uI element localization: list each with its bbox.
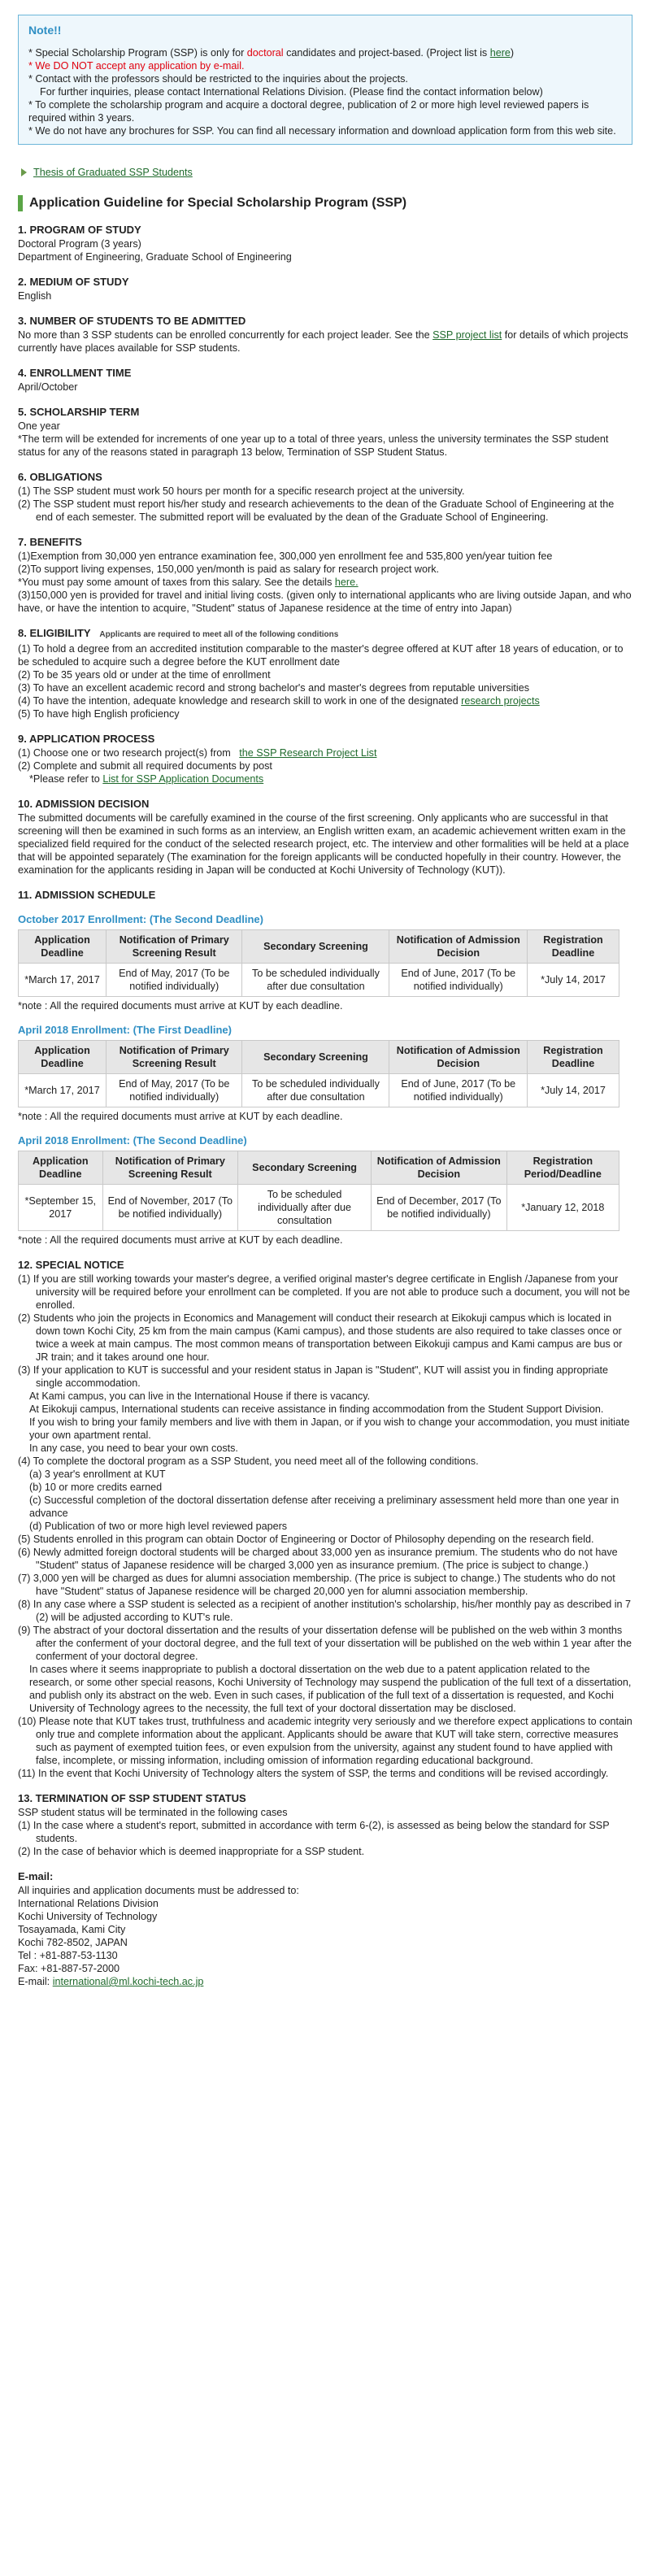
section-text: One year (18, 420, 60, 432)
table-header: Notification of Primary Screening Result (106, 930, 242, 964)
eligibility-subnote: Applicants are required to meet all of the following conditions (99, 630, 339, 639)
table-cell: *January 12, 2018 (506, 1185, 619, 1231)
section-text: Department of Engineering, Graduate School of Engineering (18, 251, 292, 263)
section-text: (3)150,000 yen is provided for travel and initial living costs. (given only to international applicants who are living outside Japan, and who have, or have the intention to acquire, "Student" status of Japanese residence at the time of entry into Japan) (18, 590, 632, 614)
table-cell: To be scheduled individually after due consultation (242, 964, 389, 997)
section-text: (3) If your application to KUT is successful and your resident status in Japan is "Student", KUT will assist you in finding appropriate single accommodation. (18, 1364, 608, 1389)
section-text: (2) Students who join the projects in Economics and Management will conduct their research at Eikokuji campus which is located in down town Kochi City, 25 km from the main campus (Kami campus), and those students are also required to take classes once or twice a week at main campus. The most common means of transportation between Eikokuji campus and Kami campus are bus or JR train; and it takes around one hour. (18, 1312, 623, 1363)
thesis-row (18, 166, 632, 179)
table-cell: End of June, 2017 (To be notified individually) (389, 1074, 528, 1107)
table-cell: End of June, 2017 (To be notified individually) (389, 964, 528, 997)
section-official-correspondence (18, 1869, 632, 1988)
section-text: *The term will be extended for increments of one year up to a total of three years, unless the university terminates the SSP student status for any of the reasons stated in paragraph 13 below, Termination of SSP Student Status. (18, 433, 609, 458)
table-header: Secondary Screening (238, 1151, 372, 1185)
section-text: Kochi 782-8502, JAPAN (18, 1937, 128, 1948)
section-benefits (18, 535, 632, 615)
section-text: In cases where it seems inappropriate to publish a doctoral dissertation on the web due to a patent application related to the research, or some other special reasons, Kochi University of Technology may suspend the publication of the full text of a dissertation, and publish only its abstract on the web. Even in such cases, if publication of the full text of a dissertation is requested, and Kochi University of Technology agrees to the necessity, the full text of your doctoral dissertation may be disclosed. (29, 1664, 632, 1714)
section-medium (18, 275, 632, 302)
table-cell: End of November, 2017 (To be notified individually) (102, 1185, 238, 1231)
note-title: Note!! (28, 24, 62, 37)
section-text: *Please refer to List for SSP Application Documents (29, 773, 264, 785)
note-line: * Contact with the professors should be restricted to the inquiries about the projects. (28, 73, 408, 85)
section-heading: 9. APPLICATION PROCESS (18, 733, 155, 745)
table-header: Secondary Screening (242, 930, 389, 964)
section-text: (4) To have the intention, adequate knowledge and research skill to work in one of the designated research projects (18, 695, 540, 707)
thesis-link[interactable]: Thesis of Graduated SSP Students (33, 167, 193, 178)
section-text: (2) Complete and submit all required documents by post (18, 760, 272, 772)
table-note: *note : All the required documents must arrive at KUT by each deadline. (18, 1111, 343, 1122)
section-text: (8) In any case where a SSP student is selected as a recipient of another institution's scholarship, his/her monthly pay as described in 7 (2) will be adjusted according to KUT's rule. (18, 1599, 632, 1623)
section-admission-decision (18, 797, 632, 877)
doctoral-highlight: doctoral (246, 47, 284, 59)
table-header: Notification of Primary Screening Result (102, 1151, 238, 1185)
section-text: (1) If you are still working towards your master's degree, a verified original master's degree certificate in English /Japanese from your university will be required before your enrollment can be completed. If you are not able to produce such a document, you will not be enrolled. (18, 1273, 630, 1311)
table-note: *note : All the required documents must arrive at KUT by each deadline. (18, 1000, 343, 1012)
section-text: (1) In the case where a student's report, submitted in accordance with term 6-(2), is assessed as being below the standard for SSP students. (18, 1820, 610, 1844)
section-heading: 5. SCHOLARSHIP TERM (18, 406, 140, 418)
note-line: * To complete the scholarship program and acquire a doctoral degree, publication of 2 or more high level reviewed papers is required within 3 years. (28, 99, 589, 124)
section-heading: 1. PROGRAM OF STUDY (18, 224, 141, 236)
section-text: Tosayamada, Kami City (18, 1924, 126, 1935)
schedule-title: April 2018 Enrollment: (The First Deadline) (18, 1024, 232, 1036)
section-text: (1) To hold a degree from an accredited institution comparable to the master's degree offered at KUT after 18 years of education, or to be scheduled to acquire such a degree before the KUT enrollment date (18, 643, 624, 668)
arrow-right-icon (21, 168, 27, 176)
section-heading: 4. ENROLLMENT TIME (18, 367, 132, 379)
section-text: (b) 10 or more credits earned (29, 1482, 163, 1493)
application-documents-link[interactable]: List for SSP Application Documents (102, 773, 264, 785)
section-text: *You must pay some amount of taxes from this salary. See the details here. (18, 577, 359, 588)
table-row (19, 964, 619, 997)
table-header: Registration Deadline (528, 930, 619, 964)
section-text: Doctoral Program (3 years) (18, 238, 141, 250)
section-text: If you wish to bring your family members and live with them in Japan, or if you wish to change your accommodation, you must initiate your own apartment rental. (29, 1416, 630, 1441)
section-heading: 6. OBLIGATIONS (18, 471, 102, 483)
section-text: (5) Students enrolled in this program can obtain Doctor of Engineering or Doctor of Philosophy depending on the research field. (18, 1534, 594, 1545)
section-enrollment-time (18, 366, 632, 394)
section-special-notice (18, 1258, 632, 1780)
section-text: In any case, you need to bear your own costs. (29, 1442, 238, 1454)
note-line: * Special Scholarship Program (SSP) is only for doctoral candidates and project-based. (Project list is here) (28, 47, 515, 59)
table-header-row (19, 1041, 619, 1074)
schedule-table (18, 929, 619, 997)
section-text: (4) To complete the doctoral program as a SSP Student, you need meet all of the following conditions. (18, 1456, 479, 1467)
section-text: Fax: +81-887-57-2000 (18, 1963, 120, 1974)
section-text: SSP student status will be terminated in the following cases (18, 1807, 288, 1818)
section-text: (5) To have high English proficiency (18, 708, 180, 720)
schedule-block (18, 1134, 632, 1247)
section-text: April/October (18, 381, 78, 393)
note-line-email: * We DO NOT accept any application by e-mail. (28, 60, 245, 72)
section-text: (1) The SSP student must work 50 hours per month for a specific research project at the university. (18, 485, 465, 497)
table-header-row (19, 930, 619, 964)
table-header: Application Deadline (19, 930, 106, 964)
section-heading: 13. TERMINATION OF SSP STUDENT STATUS (18, 1792, 246, 1804)
section-text: (2) To be 35 years old or under at the time of enrollment (18, 669, 271, 681)
ssp-project-list-link[interactable]: SSP project list (432, 329, 502, 341)
section-scholarship-term (18, 405, 632, 459)
table-cell: *July 14, 2017 (528, 964, 619, 997)
section-text: All inquiries and application documents must be addressed to: (18, 1885, 299, 1896)
section-text: At Eikokuji campus, International students can receive assistance in finding accommodation from the Student Support Division. (29, 1403, 604, 1415)
table-cell: End of May, 2017 (To be notified individually) (106, 1074, 242, 1107)
section-text: (d) Publication of two or more high level reviewed papers (29, 1521, 288, 1532)
section-termination (18, 1791, 632, 1858)
section-heading: 10. ADMISSION DECISION (18, 798, 150, 810)
section-admission-schedule (18, 888, 632, 1247)
section-text: (1) Choose one or two research project(s) from the SSP Research Project List (18, 747, 377, 759)
table-header: Registration Deadline (528, 1041, 619, 1074)
table-cell: To be scheduled individually after due consultation (238, 1185, 372, 1231)
section-text: (2)To support living expenses, 150,000 yen/month is paid as salary for research project work. (18, 564, 440, 575)
section-text: (7) 3,000 yen will be charged as dues for alumni association membership. (The price is subject to change.) The students who do not have "Student" status of Japanese residence will be charged 20,000 yen for alumni association membership. (18, 1573, 615, 1597)
email-link[interactable]: international@ml.kochi-tech.ac.jp (52, 1976, 204, 1987)
table-cell: End of December, 2017 (To be notified individually) (372, 1185, 507, 1231)
schedule-title: April 2018 Enrollment: (The Second Deadline) (18, 1134, 247, 1147)
note-box (18, 15, 632, 145)
table-header-row (19, 1151, 619, 1185)
section-heading: E-mail: (18, 1870, 54, 1882)
table-header: Application Deadline (19, 1151, 103, 1185)
section-eligibility (18, 626, 632, 720)
table-cell: *March 17, 2017 (19, 964, 106, 997)
research-projects-link[interactable]: research projects (461, 695, 540, 707)
section-text: (10) Please note that KUT takes trust, truthfulness and academic integrity very seriously and we therefore expect applications to contain only true and complete information about the applicant. Applicants should be aware that KUT will take stern, corrective measures such as payment of exempted tuition fees, or even expulsion from the university, against any student found to have applied with false, incomplete, or missing information, including omission of information regarding educational background. (18, 1716, 632, 1766)
note-line: For further inquiries, please contact International Relations Division. (Please find the contact information below) (40, 86, 543, 98)
table-header: Secondary Screening (242, 1041, 389, 1074)
project-list-link[interactable]: here (489, 47, 511, 59)
section-text: E-mail: international@ml.kochi-tech.ac.jp (18, 1976, 204, 1987)
note-line: * We do not have any brochures for SSP. You can find all necessary information and download application form from this web site. (28, 125, 616, 137)
section-heading: 12. SPECIAL NOTICE (18, 1259, 124, 1271)
table-cell: *September 15, 2017 (19, 1185, 103, 1231)
section-heading: 8. ELIGIBILITY Applicants are required to meet all of the following conditions (18, 627, 339, 639)
schedule-block (18, 913, 632, 1012)
table-cell: End of May, 2017 (To be notified individually) (106, 964, 242, 997)
section-heading: 2. MEDIUM OF STUDY (18, 276, 129, 288)
table-cell: *July 14, 2017 (528, 1074, 619, 1107)
section-text: No more than 3 SSP students can be enrolled concurrently for each project leader. See the SSP project list for details of which projects currently have places available for SSP students. (18, 329, 628, 354)
table-note: *note : All the required documents must arrive at KUT by each deadline. (18, 1234, 343, 1246)
section-application-process (18, 732, 632, 785)
section-text: (3) To have an excellent academic record and strong bachelor's and master's degrees from reputable universities (18, 682, 529, 694)
section-number-students (18, 314, 632, 355)
section-text: The submitted documents will be carefully examined in the course of the first screening. Only applicants who are successful in that screening will then be examined in such forms as an interview, an English written exam, an academic achievement written exam in the specialized field required for the conduct of the selected research project, etc. The interview and other formalities will be held at a place that will be appointed separately (The examination for the foreign applicants will be conducted hopefully in their country. However, the examination for the applicants residing in Japan will be conducted at Kochi University of Technology (KUT)). (18, 812, 629, 876)
section-text: (1)Exemption from 30,000 yen entrance examination fee, 300,000 yen enrollment fee and 535,800 yen/year tuition fee (18, 550, 553, 562)
section-text: (9) The abstract of your doctoral dissertation and the results of your dissertation defense will be published on the web within 3 months after the conferment of your doctoral degree, and the full text of your dissertation will be published on the web within 1 year after the conferment of your doctoral degree. (18, 1625, 632, 1662)
section-text: (2) The SSP student must report his/her study and research achievements to the dean of the Graduate School of Engineering at the end of each semester. The submitted report will be evaluated by the dean of the Graduate School of Engineering. (18, 498, 615, 523)
section-text: (2) In the case of behavior which is deemed inappropriate for a SSP student. (18, 1846, 365, 1857)
table-header: Registration Period/Deadline (506, 1151, 619, 1185)
table-header: Notification of Admission Decision (372, 1151, 507, 1185)
table-cell: To be scheduled individually after due consultation (242, 1074, 389, 1107)
section-text: (c) Successful completion of the doctoral dissertation defense after receiving a preliminary assessment held more than one year in advance (29, 1495, 619, 1519)
guide-title: Application Guideline for Special Scholarship Program (SSP) (18, 195, 632, 211)
section-text: English (18, 290, 52, 302)
section-text: (11) In the event that Kochi University of Technology alters the system of SSP, the terms and conditions will be revised accordingly. (18, 1768, 609, 1779)
tax-details-link[interactable]: here. (334, 577, 359, 588)
schedule-title: October 2017 Enrollment: (The Second Deadline) (18, 913, 263, 925)
schedule-block (18, 1024, 632, 1123)
table-row (19, 1185, 619, 1231)
table-header: Notification of Admission Decision (389, 1041, 528, 1074)
table-header: Notification of Primary Screening Result (106, 1041, 242, 1074)
table-header: Application Deadline (19, 1041, 106, 1074)
section-obligations (18, 470, 632, 524)
section-heading: 3. NUMBER OF STUDENTS TO BE ADMITTED (18, 315, 246, 327)
schedule-table (18, 1151, 619, 1231)
section-program (18, 223, 632, 263)
table-cell: *March 17, 2017 (19, 1074, 106, 1107)
section-text: At Kami campus, you can live in the International House if there is vacancy. (29, 1390, 371, 1402)
section-heading: 11. ADMISSION SCHEDULE (18, 889, 156, 901)
section-text: Tel : +81-887-53-1130 (18, 1950, 118, 1961)
section-text: (a) 3 year's enrollment at KUT (29, 1469, 166, 1480)
section-text: International Relations Division (18, 1898, 159, 1909)
schedule-table (18, 1040, 619, 1107)
table-row (19, 1074, 619, 1107)
research-project-list-link[interactable]: the SSP Research Project List (239, 747, 377, 759)
section-heading: 7. BENEFITS (18, 536, 82, 548)
table-header: Notification of Admission Decision (389, 930, 528, 964)
section-text: (6) Newly admitted foreign doctoral students will be charged about 33,000 yen as insurance premium. The students who do not have "Student" status of Japanese residence will be charged 3,000 yen as insurance premium. (The price is subject to change.) (18, 1547, 618, 1571)
section-text: Kochi University of Technology (18, 1911, 158, 1922)
